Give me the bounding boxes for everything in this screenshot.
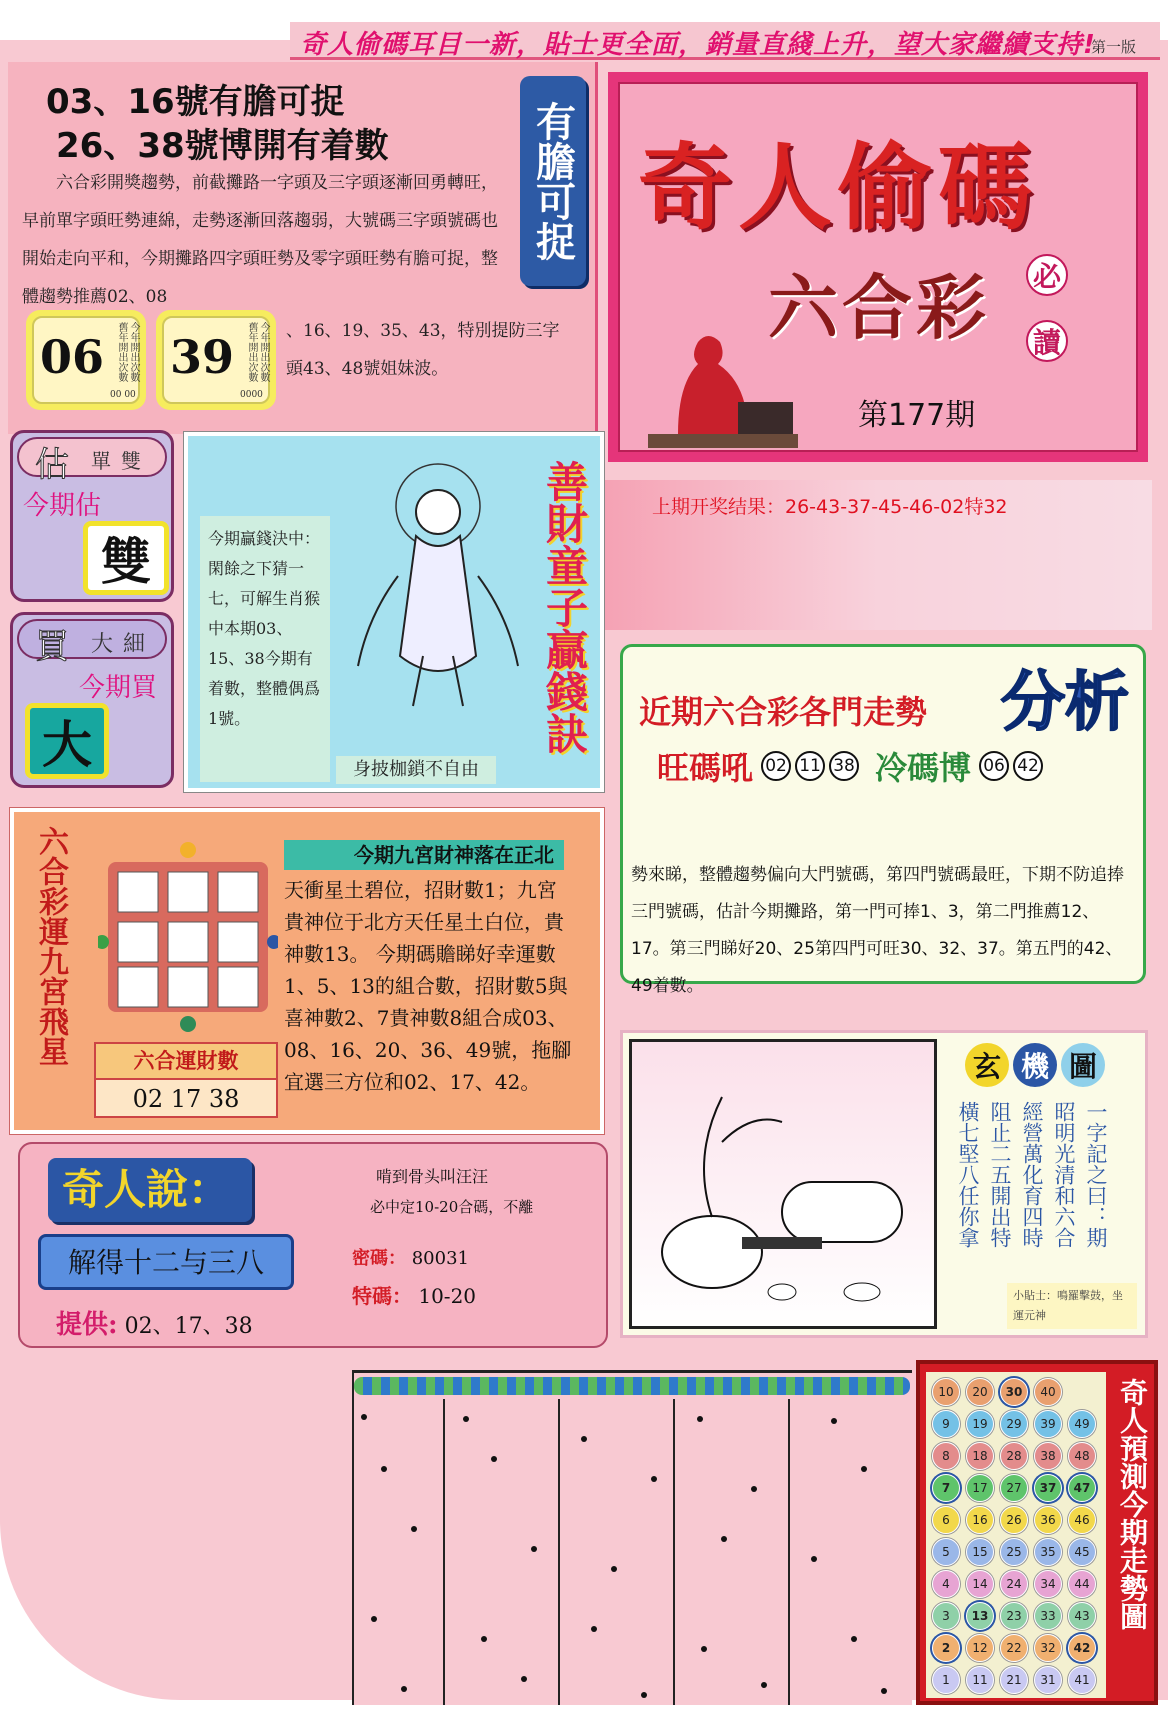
cold-ball: 42	[1013, 751, 1043, 781]
cold-ball: 06	[979, 751, 1009, 781]
qiren-title: 奇人說：	[48, 1158, 252, 1222]
predict-ball: 32	[1034, 1634, 1062, 1662]
predict-ball: 43	[1068, 1602, 1096, 1630]
issue-number: 第177期	[858, 398, 976, 433]
predict-ball-starred: 42	[1068, 1634, 1096, 1662]
guess-options: 單雙	[91, 449, 151, 473]
poem-column: 阻止二五開出特	[988, 1101, 1012, 1248]
qiren-provide	[56, 1304, 253, 1341]
qiren-code	[352, 1244, 469, 1270]
top-left-article	[8, 62, 598, 434]
predict-ball: 15	[966, 1538, 994, 1566]
wealth-child-panel	[184, 432, 604, 792]
masthead-subtitle: 六合彩	[768, 267, 990, 349]
poem-column: 一字記之曰：期	[1084, 1101, 1108, 1248]
mystery-title	[965, 1043, 1105, 1087]
guess-answer: 雙	[83, 521, 169, 595]
buy-answer: 大	[25, 703, 109, 779]
poem-column: 昭明光清和六合	[1052, 1101, 1076, 1248]
predict-ball: 28	[1000, 1442, 1028, 1470]
predict-ball: 24	[1000, 1570, 1028, 1598]
wealth-title: 善財童子贏錢訣	[540, 460, 589, 754]
predict-ball: 36	[1034, 1506, 1062, 1534]
dot-chart	[352, 1370, 912, 1705]
lucky-label: 六合運財數	[96, 1044, 276, 1080]
predict-ball: 34	[1034, 1570, 1062, 1598]
number-box-39	[156, 310, 276, 410]
predict-ball: 1	[932, 1666, 960, 1694]
hot-row	[657, 743, 1045, 789]
qiren-riddle: 解得十二与三八	[38, 1234, 294, 1290]
last-result-strip	[604, 480, 1152, 630]
hot-label: 旺碼吼	[657, 749, 754, 787]
mystery-panel	[620, 1030, 1148, 1338]
qiren-line1: 啃到骨头叫汪汪	[376, 1167, 489, 1186]
predict-ball: 6	[932, 1506, 960, 1534]
nine-palace-banner: 今期九宮財神落在正北	[284, 840, 564, 870]
hot-ball: 38	[829, 751, 859, 781]
box-number: 06	[40, 330, 105, 384]
trend-title-big: 分析	[1001, 666, 1129, 740]
provide-value: 02、17、38	[124, 1314, 253, 1339]
special-value: 10-20	[418, 1284, 477, 1308]
predict-ball: 20	[966, 1378, 994, 1406]
predict-ball: 38	[1034, 1442, 1062, 1470]
buy-options: 大細	[91, 632, 156, 657]
code-label: 密碼：	[352, 1248, 406, 1269]
predict-ball-starred: 13	[966, 1602, 994, 1630]
mystery-illustration	[632, 1042, 932, 1326]
number-box-06	[26, 310, 146, 410]
qiren-special	[352, 1280, 476, 1309]
predict-ball: 3	[932, 1602, 960, 1630]
buy-title: 買	[35, 627, 69, 667]
box-counts: 0000	[240, 390, 263, 400]
du-badge: 讀	[1026, 320, 1068, 362]
edition-label: 第一版	[1090, 38, 1136, 56]
lucky-box	[94, 1042, 278, 1118]
provide-label: 提供:	[56, 1310, 118, 1340]
box-caption-2: 今年開出次數	[128, 322, 139, 382]
code-value: 80031	[411, 1248, 469, 1269]
predict-ball: 14	[966, 1570, 994, 1598]
banner-text: 奇人偷碼耳目一新，貼士更全面，銷量直綫上升，望大家繼續支持!	[300, 30, 1096, 60]
predict-ball: 23	[1000, 1602, 1028, 1630]
poem-column: 經營萬化育四時	[1020, 1101, 1044, 1248]
qiren-line2: 必中定10-20合碼，不離	[370, 1198, 534, 1216]
predict-ball: 48	[1068, 1442, 1096, 1470]
article-paragraph: 六合彩開獎趨勢，前截攤路一字頭及三字頭逐漸回勇轉旺，早前單字頭旺勢連綿，走勢逐漸回落趨弱，大號碼三字頭號碼也開始走向平和，今期攤路四字頭旺勢及零字頭旺勢有膽可捉，整體趨勢推薦02、08	[22, 173, 498, 307]
box-number: 39	[170, 330, 235, 384]
predict-ball: 44	[1068, 1570, 1096, 1598]
predict-ball: 25	[1000, 1538, 1028, 1566]
bi-badge: 必	[1026, 254, 1068, 296]
mystery-tip: 小貼士：鳴羅擊鼓，坐運元神	[1007, 1283, 1137, 1329]
mystery-title-char: 玄	[965, 1043, 1009, 1087]
masthead-title: 奇人偷碼	[638, 134, 1039, 243]
predict-ball-starred: 37	[1034, 1474, 1062, 1502]
predict-ball: 46	[1068, 1506, 1096, 1534]
sage-figure	[638, 322, 798, 452]
predict-ball: 33	[1034, 1602, 1062, 1630]
box-caption-2: 今年開出次數	[258, 322, 269, 382]
predict-ball: 40	[1034, 1378, 1062, 1406]
predict-ball: 4	[932, 1570, 960, 1598]
masthead	[608, 72, 1148, 462]
nine-palace-text: 天衝星土碧位，招財數1；九宮貴神位于北方天任星土白位，貴神數13。 今期碼贍睇好幸運數1、5、13的組合數，招財數5與喜神數2、7貴神數8組合成03、08、16、20、36、49號，拖腳宜選三方位和02、17、42。	[284, 878, 572, 1094]
hot-ball: 11	[795, 751, 825, 781]
headline-1: 03、16號有膽可捉	[46, 82, 345, 122]
predict-ball-starred: 2	[932, 1634, 960, 1662]
mystery-title-char: 機	[1013, 1043, 1057, 1087]
qiren-panel	[18, 1142, 608, 1348]
wealth-caption: 身披枷鎖不自由	[336, 756, 496, 784]
lucky-numbers: 02 17 38	[132, 1085, 240, 1113]
trend-text: 勢來睇，整體趨勢偏向大門號碼，第四門號碼最旺，下期不防追捧三門號碼，估計今期攤路，第一門可捧1、3，第二門推薦12、17。第三門睇好20、25第四門可旺30、32、37。第五門的42、49着數。	[631, 865, 1124, 996]
mystery-title-char: 圖	[1061, 1043, 1105, 1087]
predict-ball: 18	[966, 1442, 994, 1470]
article-paragraph-tail: 、16、19、35、43，特別提防三字頭43、48號姐妹波。	[286, 321, 560, 379]
dot-chart-header	[354, 1377, 910, 1395]
predict-ball: 10	[932, 1378, 960, 1406]
predict-ball: 12	[966, 1634, 994, 1662]
predict-ball: 5	[932, 1538, 960, 1566]
predict-ball: 39	[1034, 1410, 1062, 1438]
box-caption: 舊年開出次數	[116, 322, 127, 382]
predict-ball: 11	[966, 1666, 994, 1694]
predict-title: 奇人預測今期走勢圖	[1116, 1378, 1149, 1630]
predict-ball: 19	[966, 1410, 994, 1438]
nine-palace-side-title: 六合彩運九宮飛星	[33, 826, 68, 1066]
hot-ball: 02	[761, 751, 791, 781]
predict-ball: 22	[1000, 1634, 1028, 1662]
mystery-poem	[953, 1101, 1111, 1248]
predict-ball: 17	[966, 1474, 994, 1502]
predict-ball-starred: 47	[1068, 1474, 1096, 1502]
wealth-child-illustration	[338, 456, 538, 716]
predict-ball: 49	[1068, 1410, 1096, 1438]
nine-palace-panel	[10, 808, 604, 1134]
box-counts: 00 00	[110, 390, 136, 400]
predict-ball: 41	[1068, 1666, 1096, 1694]
special-label: 特碼：	[352, 1284, 412, 1308]
side-badge: 有膽可捉	[520, 76, 586, 286]
cold-label: 冷碼博	[875, 749, 972, 787]
poem-column: 橫七堅八任你拿	[956, 1101, 980, 1248]
guess-title: 估	[35, 445, 69, 485]
predict-ball: 8	[932, 1442, 960, 1470]
predict-ball: 31	[1034, 1666, 1062, 1694]
headline-2: 26、38號博開有着數	[56, 126, 389, 166]
predict-ball: 16	[966, 1506, 994, 1534]
last-result-text: 上期开奖结果：26-43-37-45-46-02特32	[652, 496, 1008, 518]
predict-ball-starred: 30	[1000, 1378, 1028, 1406]
trend-panel	[620, 644, 1146, 996]
trend-title: 近期六合彩各門走勢	[639, 693, 928, 731]
predict-ball: 21	[1000, 1666, 1028, 1694]
predict-ball: 27	[1000, 1474, 1028, 1502]
dot-chart-grid	[354, 1399, 910, 1705]
predict-ball: 29	[1000, 1410, 1028, 1438]
guess-label: 今期估	[23, 491, 102, 521]
wealth-text: 今期贏錢決中：閑餘之下猜一七，可解生肖猴中本期03、15、38今期有着數，整體偶爲1號。	[200, 516, 330, 782]
nine-palace-grid	[98, 842, 278, 1032]
box-caption: 舊年開出次數	[246, 322, 257, 382]
top-banner	[290, 22, 1160, 60]
predict-ball: 45	[1068, 1538, 1096, 1566]
predict-grid	[926, 1372, 1106, 1698]
predict-ball: 9	[932, 1410, 960, 1438]
buy-label: 今期買	[79, 673, 158, 703]
mystery-illustration-box	[629, 1039, 937, 1329]
predict-ball: 35	[1034, 1538, 1062, 1566]
guess-odd-even-box	[10, 430, 174, 602]
predict-ball: 26	[1000, 1506, 1028, 1534]
predict-panel	[916, 1360, 1158, 1705]
predict-ball-starred: 7	[932, 1474, 960, 1502]
buy-big-small-box	[10, 612, 174, 788]
